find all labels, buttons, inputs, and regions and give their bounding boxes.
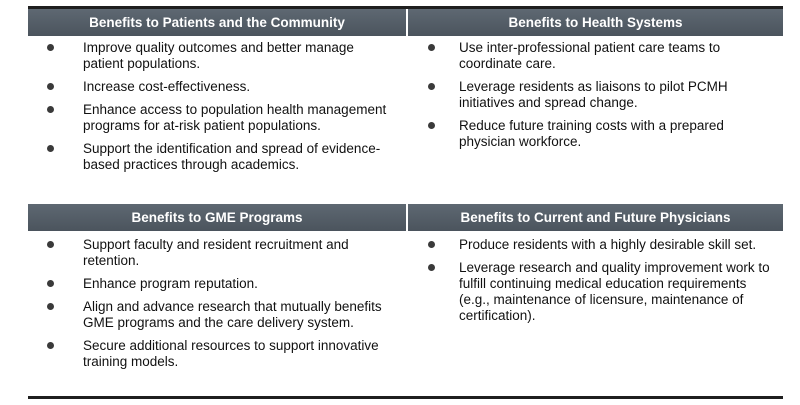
- list-item-text: Secure additional resources to support innovative training models.: [83, 338, 379, 369]
- list-item-text: Produce residents with a highly desirable skill set.: [459, 237, 757, 252]
- header-physicians: Benefits to Current and Future Physicians: [408, 204, 783, 231]
- list-item: [28, 276, 406, 292]
- cell-patients-community: [28, 40, 406, 180]
- bullet-dot-icon: [47, 44, 54, 51]
- list-item: [28, 102, 406, 134]
- list-item: [408, 118, 783, 150]
- list-item-text: Leverage research and quality improvement work to fulfill continuing medical education requirements (e.g., maintenance of licensure, maintenance of certification).: [459, 260, 770, 323]
- list-item-text: Increase cost-effectiveness.: [83, 79, 251, 94]
- table-bottom-rule: [28, 396, 783, 399]
- list-item-text: Enhance access to population health management programs for at-risk patient populations.: [83, 102, 387, 133]
- list-item: [28, 299, 406, 331]
- list-item-text: Improve quality outcomes and better manage patient populations.: [83, 40, 354, 71]
- list-item-text: Enhance program reputation.: [83, 276, 258, 291]
- list-item: [408, 237, 783, 253]
- bullet-dot-icon: [47, 303, 54, 310]
- header-gme-programs: Benefits to GME Programs: [28, 204, 406, 231]
- list-item: [408, 79, 783, 111]
- bullet-dot-icon: [428, 241, 435, 248]
- list-item: [28, 338, 406, 370]
- cell-physicians: [408, 237, 783, 331]
- bullet-dot-icon: [47, 145, 54, 152]
- list-item: [28, 79, 406, 95]
- bullet-dot-icon: [47, 83, 54, 90]
- cell-gme-programs: [28, 237, 406, 377]
- list-item-text: Support the identification and spread of evidence-based practices through academics.: [83, 141, 381, 172]
- list-item: [28, 237, 406, 269]
- list-item: [28, 141, 406, 173]
- bullet-dot-icon: [47, 342, 54, 349]
- bullet-dot-icon: [47, 241, 54, 248]
- bullet-dot-icon: [428, 122, 435, 129]
- list-item-text: Support faculty and resident recruitment and retention.: [83, 237, 349, 268]
- bullet-dot-icon: [47, 280, 54, 287]
- benefits-table: [28, 6, 783, 398]
- list-item: [28, 40, 406, 72]
- bullet-dot-icon: [428, 83, 435, 90]
- bullet-dot-icon: [428, 264, 435, 271]
- list-item-text: Use inter-professional patient care teams to coordinate care.: [459, 40, 721, 71]
- bullet-dot-icon: [428, 44, 435, 51]
- list-item-text: Align and advance research that mutually benefits GME programs and the care delivery system.: [83, 299, 382, 330]
- list-item: [408, 40, 783, 72]
- cell-health-systems: [408, 40, 783, 157]
- header-patients-community: Benefits to Patients and the Community: [28, 9, 406, 36]
- list-item-text: Leverage residents as liaisons to pilot PCMH initiatives and spread change.: [459, 79, 728, 110]
- list-item-text: Reduce future training costs with a prepared physician workforce.: [459, 118, 724, 149]
- list-item: [408, 260, 783, 324]
- bullet-dot-icon: [47, 106, 54, 113]
- header-health-systems: Benefits to Health Systems: [408, 9, 783, 36]
